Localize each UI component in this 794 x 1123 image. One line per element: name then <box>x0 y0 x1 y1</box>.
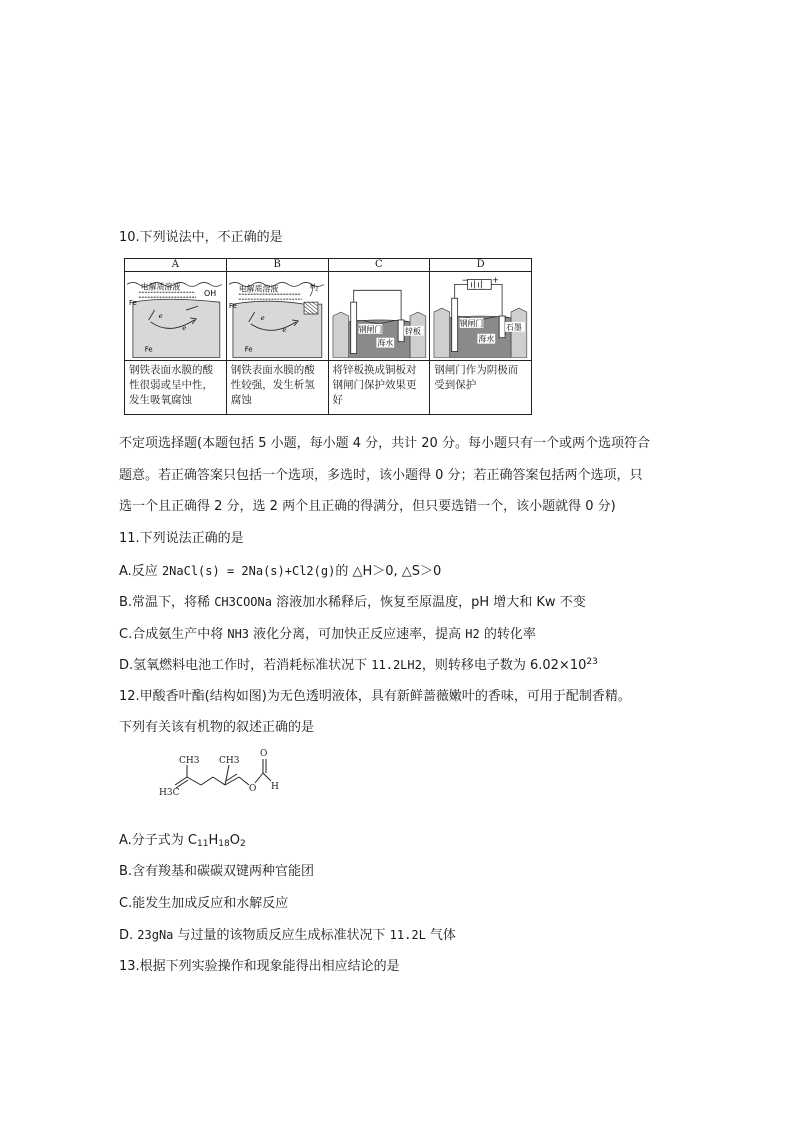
q12-option-d: D. 23gNa 与过量的该物质反应生成标准状况下 11.2L 气体 <box>119 928 456 943</box>
b-electron-label-2: e <box>282 325 287 334</box>
a-solution-label: 电解质溶液 <box>140 282 181 292</box>
b-fe-top-label: Fe <box>228 302 237 311</box>
d-gate-label: 钢闸门 <box>459 318 484 328</box>
q12-option-c: C.能发生加成反应和水解反应 <box>119 896 289 911</box>
q13-stem: 13.根据下列实验操作和现象能得出相应结论的是 <box>119 959 400 974</box>
q11-option-c: C.合成氨生产中将 NH3 液化分离，可加快正反应速率，提高 H2 的转化率 <box>119 627 536 642</box>
carbonyl-o-label: O <box>260 749 268 759</box>
q12-stem-line2: 下列有关该有机物的叙述正确的是 <box>119 720 315 735</box>
option-d-letter: D <box>430 259 532 272</box>
section-instructions-line3: 选一个且正确得 2 分，选 2 两个且正确的得满分，但只要选错一个，该小题就得 0 分) <box>119 499 616 514</box>
q11-stem: 11.下列说法正确的是 <box>119 531 244 546</box>
q12-option-b: B.含有羧基和碳碳双键两种官能团 <box>119 864 315 879</box>
a-fe-top-label: Fe <box>128 299 137 308</box>
q11-option-d: D.氢氧燃料电池工作时，若消耗标准状况下 11.2LH2，则转移电子数为 $6.02\times 10^{23}$ <box>119 657 598 673</box>
geranyl-formate-structure <box>155 745 285 803</box>
option-d-diagram <box>430 272 532 361</box>
option-b-caption: 钢铁表面水膜的酸性较强，发生析氢腐蚀 <box>226 361 328 415</box>
option-d-caption: 钢闸门作为阴极而受到保护 <box>430 361 532 415</box>
b-h2-label: $H_2$ <box>309 282 319 293</box>
b-solution-label: 电解质溶液 <box>238 284 279 294</box>
c-seawater-label: 海水 <box>376 338 393 348</box>
q12-option-a: A.分子式为 $C_{11}H_{18}O_2$ <box>119 833 246 849</box>
option-b-letter: B <box>226 259 328 272</box>
ch3-right-label: CH3 <box>219 756 240 766</box>
b-electron-label: e <box>260 313 265 322</box>
option-a-diagram <box>125 272 227 361</box>
d-graphite-label: 石墨 <box>506 322 523 332</box>
q12-stem-line1: 12.甲酸香叶酯(结构如图)为无色透明液体，具有新鲜蔷薇嫩叶的香味，可用于配制香精。 <box>119 689 631 704</box>
option-a-letter: A <box>125 259 227 272</box>
q11-option-a: A.反应 2NaCl(s) = 2Na(s)+Cl2(g)的 △H＞0, △S＞0 <box>119 564 442 579</box>
q10-figure-table <box>124 258 532 415</box>
h3c-label: H3C <box>159 788 180 798</box>
option-b-diagram <box>226 272 328 361</box>
b-fe-bottom-label: Fe <box>244 345 253 354</box>
d-plus-label: + <box>492 275 500 285</box>
ester-o-label: O <box>249 784 257 794</box>
ch3-left-label: CH3 <box>179 756 200 766</box>
section-instructions-line1: 不定项选择题(本题包括 5 小题，每小题 4 分，共计 20 分。每小题只有一个或两个选项符合 <box>119 436 650 451</box>
section-instructions-line2: 题意。若正确答案只包括一个选项，多选时，该小题得 0 分；若正确答案包括两个选项，只 <box>119 468 643 483</box>
c-gate-label: 钢闸门 <box>358 324 382 334</box>
option-a-caption: 钢铁表面水膜的酸性很弱或呈中性，发生吸氧腐蚀 <box>125 361 227 415</box>
a-electron-label-2: e <box>182 323 187 332</box>
option-c-diagram <box>328 272 430 361</box>
option-c-letter: C <box>328 259 430 272</box>
formyl-h-label: H <box>271 782 279 792</box>
d-minus-label: − <box>461 275 469 285</box>
q10-stem: 10.下列说法中，不正确的是 <box>119 230 283 245</box>
a-electron-label: e <box>158 311 163 320</box>
c-zinc-label: 锌板 <box>404 326 421 336</box>
a-oh-label: OH <box>204 289 217 299</box>
d-seawater-label: 海水 <box>478 334 495 344</box>
option-c-caption: 将锌板换成铜板对钢闸门保护效果更好 <box>328 361 430 415</box>
a-fe-bottom-label: Fe <box>144 345 153 354</box>
q11-option-b: B.常温下，将稀 CH3COONa 溶液加水稀释后，恢复至原温度，pH 增大和 Kw 不变 <box>119 595 586 610</box>
